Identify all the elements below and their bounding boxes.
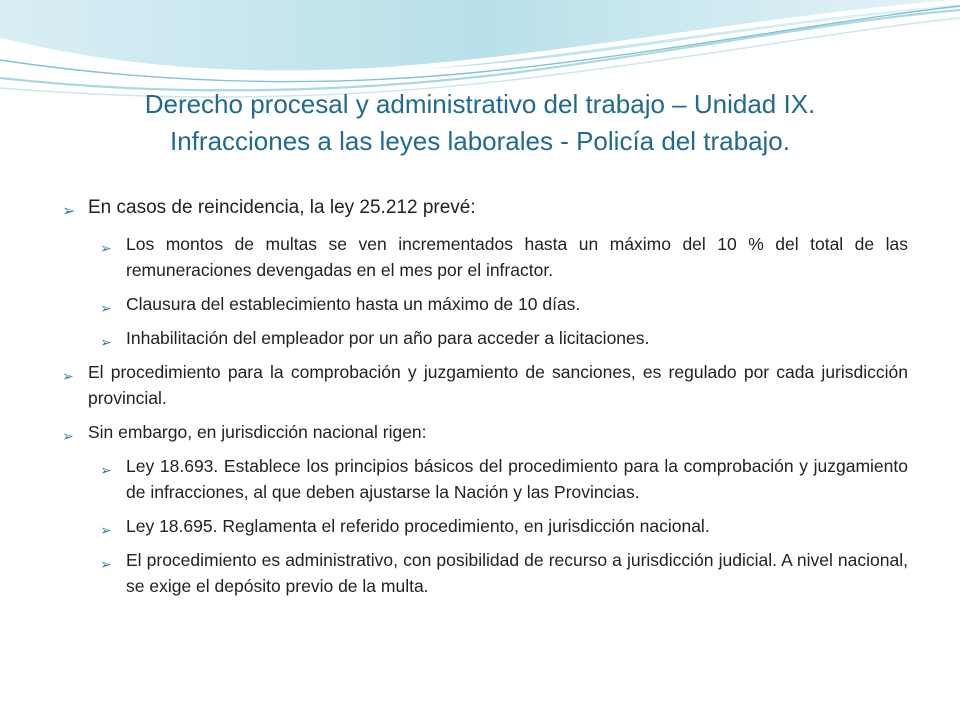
bullet-list bbox=[62, 194, 908, 607]
list-item: ➢ Los montos de multas se ven incrementados hasta un máximo del 10 % del total de las remuneraciones devengadas en el mes por el infractor. bbox=[100, 234, 908, 280]
arrow-bullet-icon: ➢ bbox=[100, 300, 112, 316]
arrow-bullet-icon: ➢ bbox=[100, 522, 112, 538]
list-item: ➢ Sin embargo, en jurisdicción nacional rigen: bbox=[62, 419, 908, 445]
arrow-bullet-icon: ➢ bbox=[62, 368, 74, 384]
title-line-1: Derecho procesal y administrativo del trabajo – Unidad IX. bbox=[144, 89, 816, 119]
arrow-bullet-icon: ➢ bbox=[100, 334, 112, 350]
slide-title bbox=[60, 86, 900, 160]
arrow-bullet-icon: ➢ bbox=[100, 240, 112, 256]
arrow-bullet-icon: ➢ bbox=[100, 462, 112, 478]
title-line-2: Infracciones a las leyes laborales - Policía del trabajo. bbox=[170, 126, 790, 156]
list-item: ➢ Ley 18.695. Reglamenta el referido procedimiento, en jurisdicción nacional. bbox=[100, 513, 908, 539]
list-item: ➢ En casos de reincidencia, la ley 25.212 prevé: bbox=[62, 194, 908, 221]
list-item: ➢ El procedimiento es administrativo, con posibilidad de recurso a jurisdicción judicial. A nivel nacional, se exige el depósito previo de la multa. bbox=[100, 550, 908, 596]
list-item: ➢ Inhabilitación del empleador por un año para acceder a licitaciones. bbox=[100, 325, 908, 351]
list-item: ➢ Ley 18.693. Establece los principios básicos del procedimiento para la comprobación y juzgamiento de infracciones, al que deben ajustarse la Nación y las Provincias. bbox=[100, 456, 908, 502]
arrow-bullet-icon: ➢ bbox=[62, 428, 74, 444]
arrow-bullet-icon: ➢ bbox=[100, 556, 112, 572]
list-item: ➢ Clausura del establecimiento hasta un máximo de 10 días. bbox=[100, 291, 908, 317]
arrow-bullet-icon: ➢ bbox=[62, 203, 76, 220]
list-item: ➢ El procedimiento para la comprobación y juzgamiento de sanciones, es regulado por cada jurisdicción provincial. bbox=[62, 362, 908, 408]
